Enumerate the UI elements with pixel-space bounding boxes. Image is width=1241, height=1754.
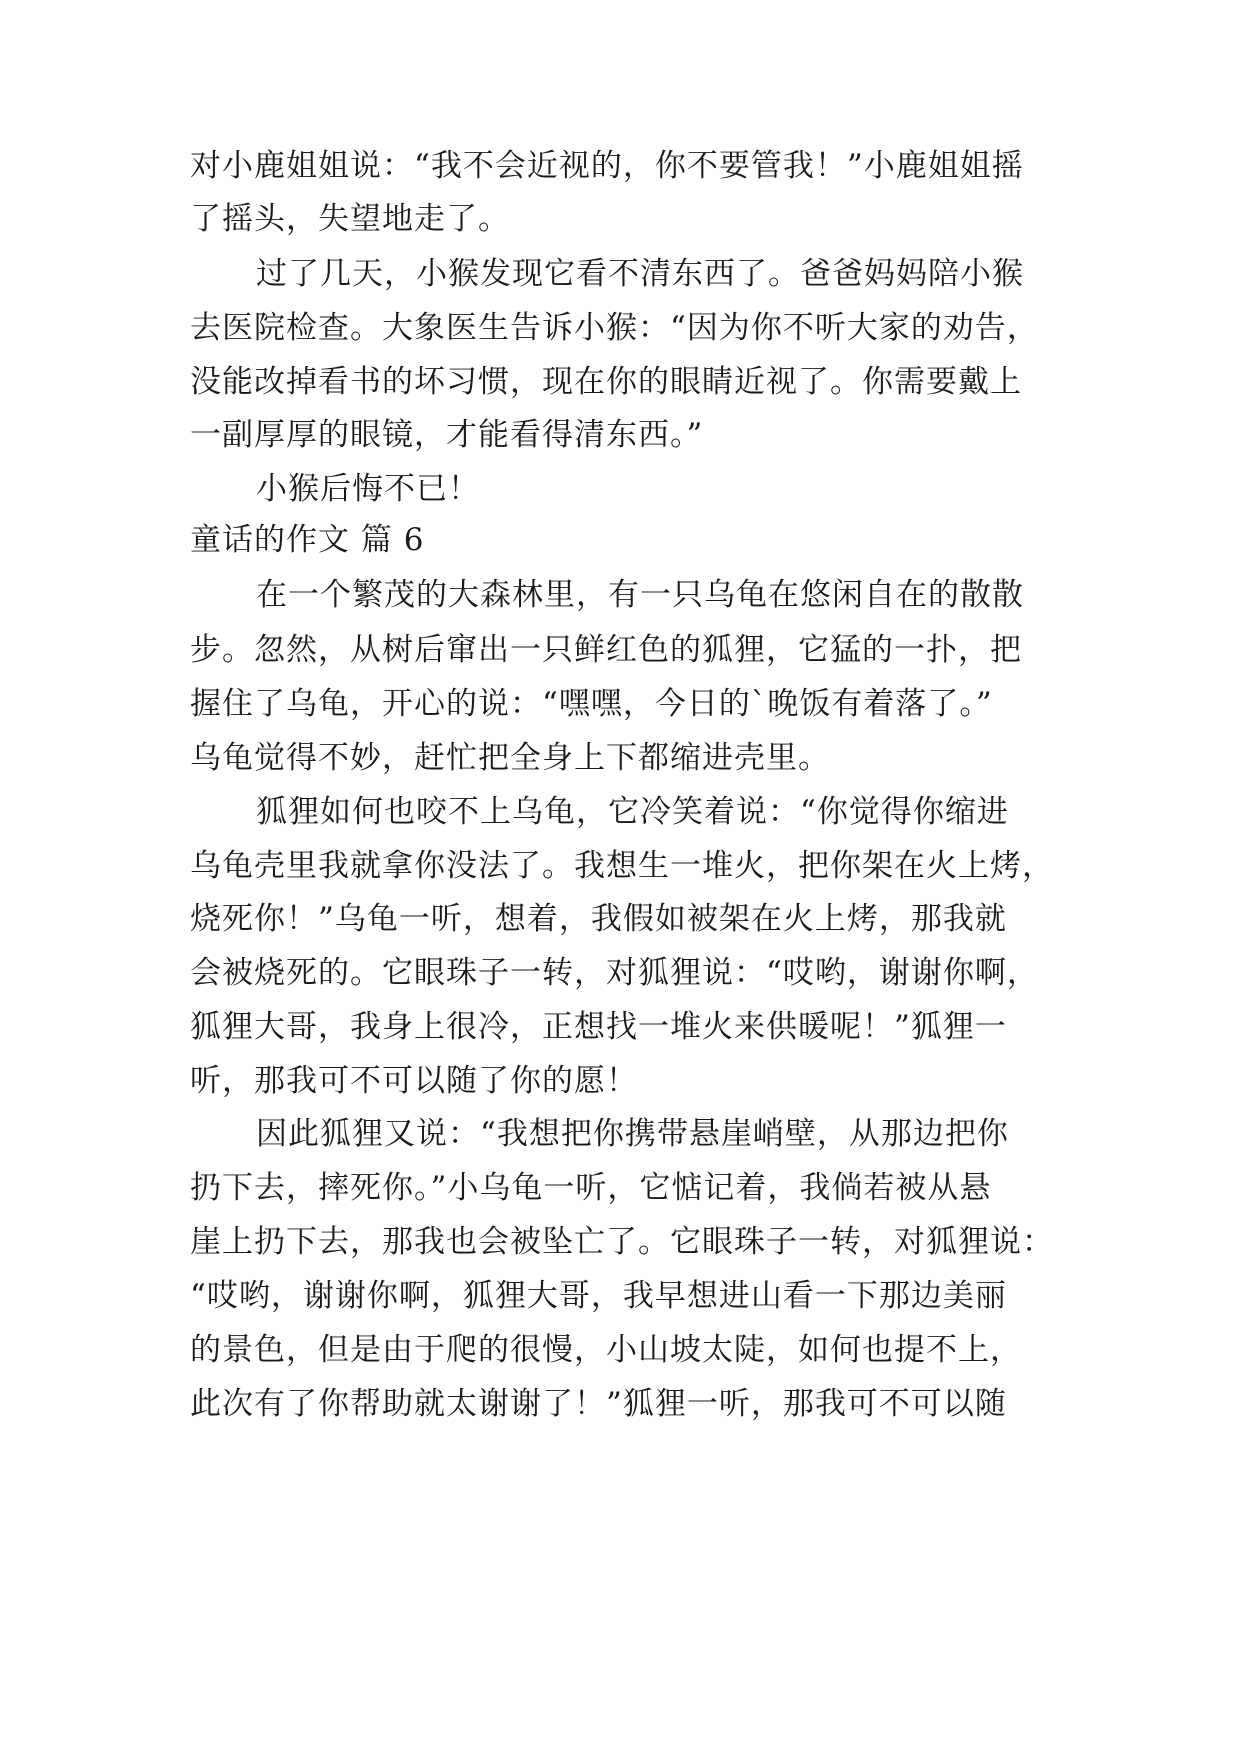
- text-line: 乌龟壳里我就拿你没法了。我想生一堆火，把你架在火上烤，: [190, 848, 1054, 884]
- text-line: 没能改掉看书的坏习惯，现在你的眼睛近视了。你需要戴上: [190, 364, 1022, 400]
- text-line: 烧死你！”乌龟一听，想着，我假如被架在火上烤，那我就: [190, 901, 1007, 937]
- text-line: 扔下去，摔死你。”小乌龟一听，它惦记着，我倘若被从悬: [190, 1170, 992, 1206]
- paragraph-start-line: 小猴后悔不已！: [256, 471, 480, 507]
- text-line: 步。忽然，从树后窜出一只鲜红色的狐狸，它猛的一扑，把: [190, 632, 1022, 668]
- text-line: 一副厚厚的眼镜，才能看得清东西。”: [190, 417, 704, 453]
- text-line: 乌龟觉得不妙，赶忙把全身上下都缩进壳里。: [190, 740, 830, 776]
- text-line: 此次有了你帮助就太谢谢了！”狐狸一听，那我可不可以随: [190, 1386, 1007, 1422]
- text-line: 的景色，但是由于爬的很慢，小山坡太陡，如何也提不上，: [190, 1332, 1022, 1368]
- section-heading: 童话的作文 篇 6: [190, 522, 425, 558]
- paragraph-start-line: 在一个繁茂的大森林里，有一只乌龟在悠闲自在的散散: [256, 577, 1024, 613]
- paragraph-start-line: 因此狐狸又说：“我想把你携带悬崖峭壁，从那边把你: [256, 1116, 1009, 1152]
- text-line: 崖上扔下去，那我也会被坠亡了。它眼珠子一转，对狐狸说：: [190, 1224, 1054, 1260]
- text-line: 握住了乌龟，开心的说：“嘿嘿，今日的`晚饭有着落了。”: [190, 686, 993, 722]
- paragraph-start-line: 过了几天，小猴发现它看不清东西了。爸爸妈妈陪小猴: [256, 256, 1024, 292]
- text-line: 对小鹿姐姐说：“我不会近视的，你不要管我！”小鹿姐姐摇: [190, 148, 1024, 184]
- text-line: 会被烧死的。它眼珠子一转，对狐狸说：“哎哟，谢谢你啊，: [190, 955, 1039, 991]
- text-line: 听，那我可不可以随了你的愿！: [190, 1063, 638, 1099]
- paragraph-start-line: 狐狸如何也咬不上乌龟，它冷笑着说：“你觉得你缩进: [256, 794, 1009, 830]
- text-line: 去医院检查。大象医生告诉小猴：“因为你不听大家的劝告，: [190, 310, 1039, 346]
- text-line: 了摇头，失望地走了。: [190, 201, 510, 237]
- text-line: “哎哟，谢谢你啊，狐狸大哥，我早想进山看一下那边美丽: [190, 1278, 1007, 1314]
- text-line: 狐狸大哥，我身上很冷，正想找一堆火来供暖呢！”狐狸一: [190, 1009, 1007, 1045]
